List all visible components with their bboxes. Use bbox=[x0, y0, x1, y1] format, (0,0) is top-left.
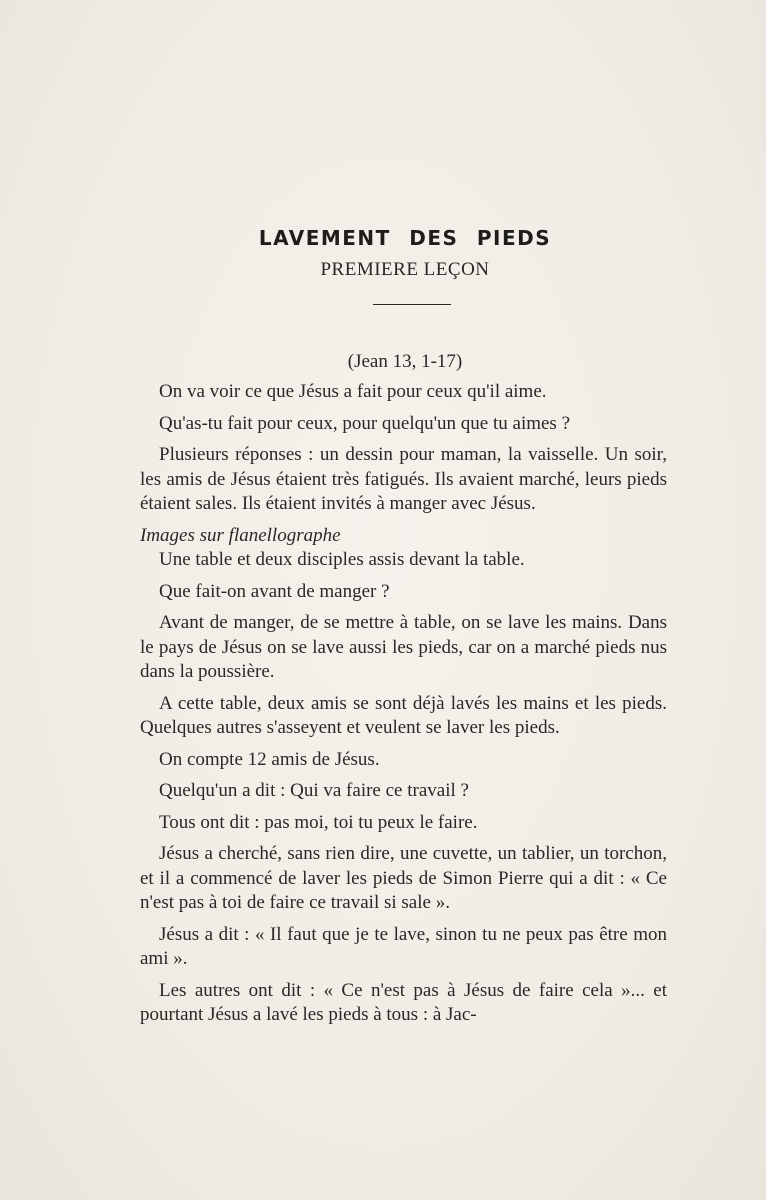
paragraph: Qu'as-tu fait pour ceux, pour quelqu'un que tu aimes ? bbox=[159, 412, 571, 434]
paragraph: Les autres ont dit : « Ce n'est pas à Jésus de faire cela »... et pourtant Jésus a lavé les pieds à tous : à Jac- bbox=[140, 979, 667, 1025]
paragraph: Que fait-on avant de manger ? bbox=[159, 580, 390, 602]
paragraph: Avant de manger, de se mettre à table, on se lave les mains. Dans le pays de Jésus on se lave aussi les pieds, car on a marché pieds nus dans la poussière. bbox=[140, 612, 667, 682]
scripture-reference: (Jean 13, 1-17) bbox=[347, 351, 463, 372]
title-divider bbox=[373, 304, 451, 305]
lesson-title: LAVEMENT DES PIEDS bbox=[258, 226, 552, 250]
paragraph: Quelqu'un a dit : Qui va faire ce travail ? bbox=[159, 780, 469, 801]
lesson-body bbox=[140, 380, 667, 1035]
paragraph: A cette table, deux amis se sont déjà lavés les mains et les pieds. Quelques autres s'asseyent et veulent se laver les pieds. bbox=[140, 692, 667, 738]
paragraph: Jésus a cherché, sans rien dire, une cuvette, un tablier, un torchon, et il a commencé de laver les pieds de Simon Pierre qui a dit : « Ce n'est pas à toi de faire ce travail si sale ». bbox=[140, 843, 667, 913]
paragraph: Jésus a dit : « Il faut que je te lave, sinon tu ne peux pas être mon ami ». bbox=[140, 923, 667, 969]
paragraph: Une table et deux disciples assis devant la table. bbox=[159, 549, 525, 570]
paragraph: Tous ont dit : pas moi, toi tu peux le faire. bbox=[159, 811, 478, 833]
paragraph: Plusieurs réponses : un dessin pour maman, la vaisselle. Un soir, les amis de Jésus étaient très fatigués. Ils avaient marché, leurs pieds étaient sales. Ils étaient invités à manger avec Jésus. bbox=[140, 444, 667, 514]
lesson-subtitle: PREMIERE LEÇON bbox=[320, 259, 490, 280]
paragraph: On compte 12 amis de Jésus. bbox=[159, 748, 380, 770]
section-heading: Images sur flanellographe bbox=[140, 524, 341, 546]
paragraph: On va voir ce que Jésus a fait pour ceux qu'il aime. bbox=[159, 381, 547, 402]
